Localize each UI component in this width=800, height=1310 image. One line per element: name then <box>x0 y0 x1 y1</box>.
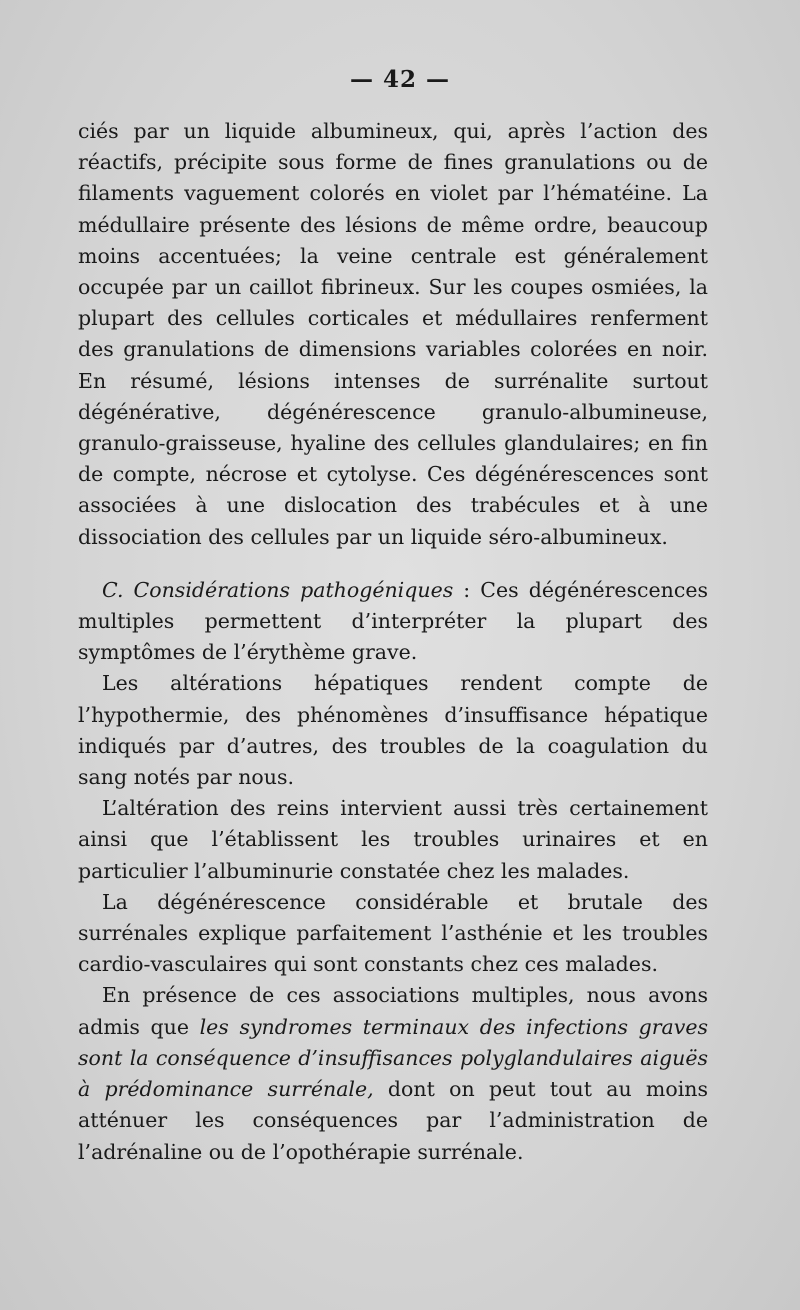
paragraph-renal: L’altération des reins intervient aussi très certainement ainsi que l’établissent les troubles urinaires et en particulier l’albuminurie constatée chez les malades. <box>78 796 708 883</box>
section-heading: C. Considérations pathogéniques <box>102 577 454 602</box>
conclusion-text-after: dont on peut tout au moins atténuer les conséquences par l’administration de l’adrénaline ou de l’opothérapie surrénale. <box>78 1077 708 1164</box>
paragraph-continued: ciés par un liquide albumineux, qui, après l’action des réactifs, précipite sous forme de fines granulations ou de filaments vaguement colorés en violet par l’hématéine. La médullaire présente des lésions de même ordre, beaucoup moins accentuées; la veine centrale est généralement occupée par un caillot fibrineux. Sur les coupes osmiées, la plupart des cellules corticales et médullaires renferment des granulations de dimensions variables colorées en noir. En résumé, lésions intenses de surrénalite surtout dégénérative, dégénérescence granulo-albumineuse, granulo-graisseuse, hyaline des cellules glandulaires; en fin de compte, nécrose et cytolyse. Ces dégénérescences sont associées à une dislocation des trabécules et à une dissociation des cellules par un liquide séro-albumineux. <box>78 119 708 549</box>
conclusion-text-before: En présence de ces associations multiples, nous avons admis que <box>78 983 708 1039</box>
conclusion-emphasis: les syndromes terminaux des infections graves sont la conséquence d’insuffisances polyglandulaires aiguës à prédominance surrénale, <box>78 1014 708 1102</box>
paragraph-section-c <box>78 575 708 669</box>
body-text <box>78 116 708 1168</box>
paragraph-conclusion <box>78 980 708 1167</box>
page-number: — 42 — <box>349 66 451 93</box>
section-intro-text: : Ces dégénérescences multiples permettent d’interpréter la plupart des symptômes de l’érythème grave. <box>78 577 708 665</box>
paragraph-adrenal: La dégénérescence considérable et brutale des surrénales explique parfaitement l’asthénie et les troubles cardio-vasculaires qui sont constants chez ces malades. <box>78 889 708 977</box>
paragraph-hepatic: Les altérations hépatiques rendent compte de l’hypothermie, des phénomènes d’insuffisance hépatique indiqués par d’autres, des troubles de la coagulation du sang notés par nous. <box>78 671 708 790</box>
